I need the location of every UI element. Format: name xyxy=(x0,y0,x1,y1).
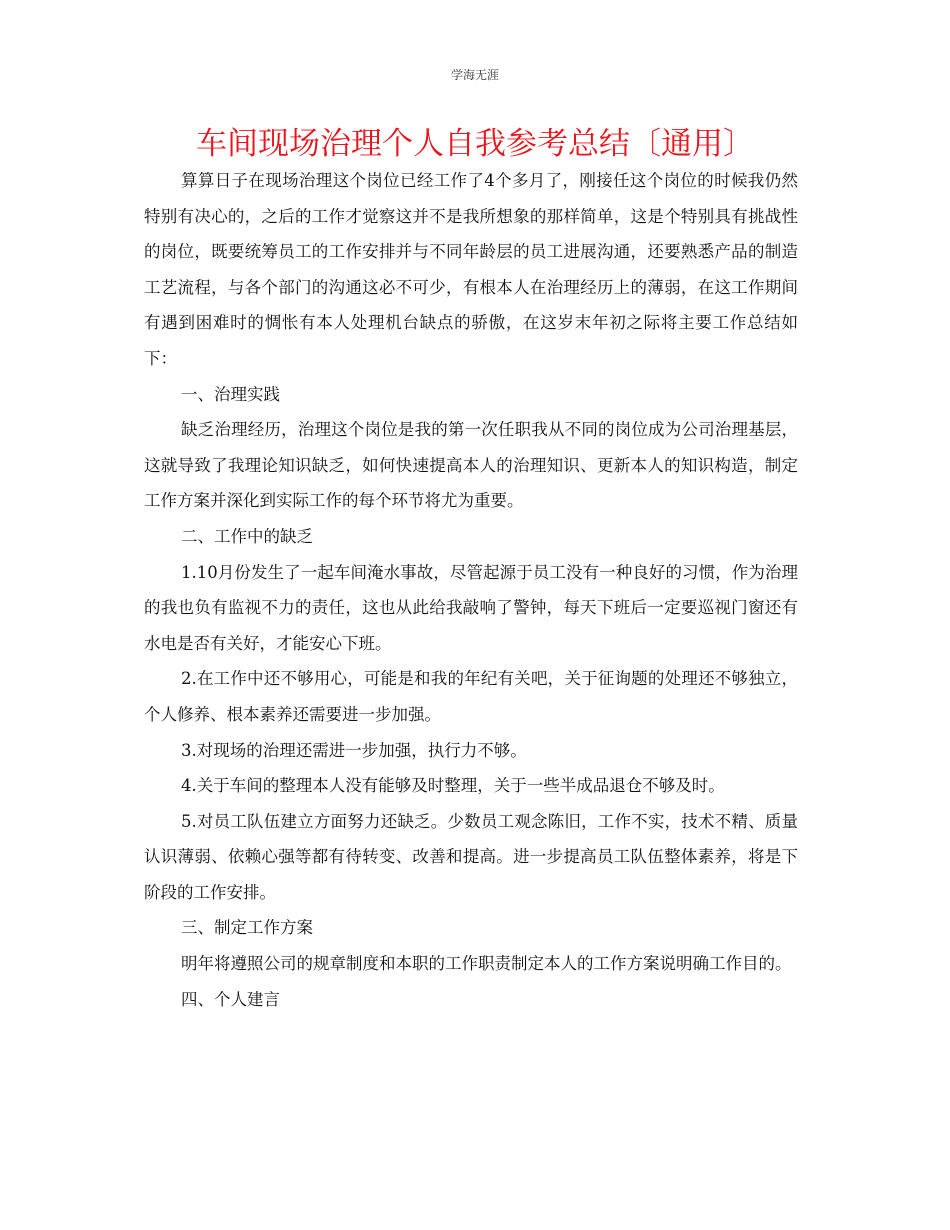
section-heading-4: 四、个人建言 xyxy=(181,989,280,1009)
section-heading-3: 三、制定工作方案 xyxy=(181,918,313,938)
paragraph-work-plan: 明年将遵照公司的规章制度和本职的工作职责制定本人的工作方案说明确工作目的。 xyxy=(181,954,792,974)
list-item-5: 5.对员工队伍建立方面努力还缺乏。少数员工观念陈旧，工作不实，技术不精、质量认识薄弱、依赖心强等都有待转变、改善和提高。进一步提高员工队伍整体素养，将是下阶段的工作安排。 xyxy=(144,811,798,902)
list-item-1: 1.10月份发生了一起车间淹水事故，尽管起源于员工没有一种良好的习惯，作为治理的我也负有监视不力的责任，这也从此给我敲响了警钟，每天下班后一定要巡视门窗还有水电是否有关好，才能安心下班。 xyxy=(144,562,798,653)
intro-paragraph: 算算日子在现场治理这个岗位已经工作了4个多月了，刚接任这个岗位的时候我仍然特别有决心的，之后的工作才觉察这并不是我所想象的那样简单，这是个特别具有挑战性的岗位，既要统筹员工的工作安排并与不同年龄层的员工进展沟通，还要熟悉产品的制造工艺流程，与各个部门的沟通这必不可少，有根本人在治理经历上的薄弱，在这工作期间有遇到困难时的惆怅有本人处理机台缺点的骄傲，在这岁末年初之际将主要工作总结如下： xyxy=(144,171,798,368)
document-title: 车间现场治理个人自我参考总结〔通用〕 xyxy=(196,126,754,162)
paragraph-management-practice: 缺乏治理经历，治理这个岗位是我的第一次任职我从不同的岗位成为公司治理基层，这就导致了我理论知识缺乏，如何快速提高本人的治理知识、更新本人的知识构造，制定工作方案并深化到实际工作的每个环节将尤为重要。 xyxy=(144,420,798,511)
page-header: 学海无涯 xyxy=(450,68,499,82)
section-heading-2: 二、工作中的缺乏 xyxy=(181,526,313,546)
list-item-4: 4.关于车间的整理本人没有能够及时整理，关于一些半成品退仓不够及时。 xyxy=(181,776,725,796)
list-item-3: 3.对现场的治理还需进一步加强，执行力不够。 xyxy=(181,740,527,760)
list-item-2: 2.在工作中还不够用心，可能是和我的年纪有关吧，关于征询题的处理还不够独立，个人修养、根本素养还需要进一步加强。 xyxy=(144,669,798,724)
document-body xyxy=(144,163,798,1017)
section-heading-1: 一、治理实践 xyxy=(181,384,280,404)
